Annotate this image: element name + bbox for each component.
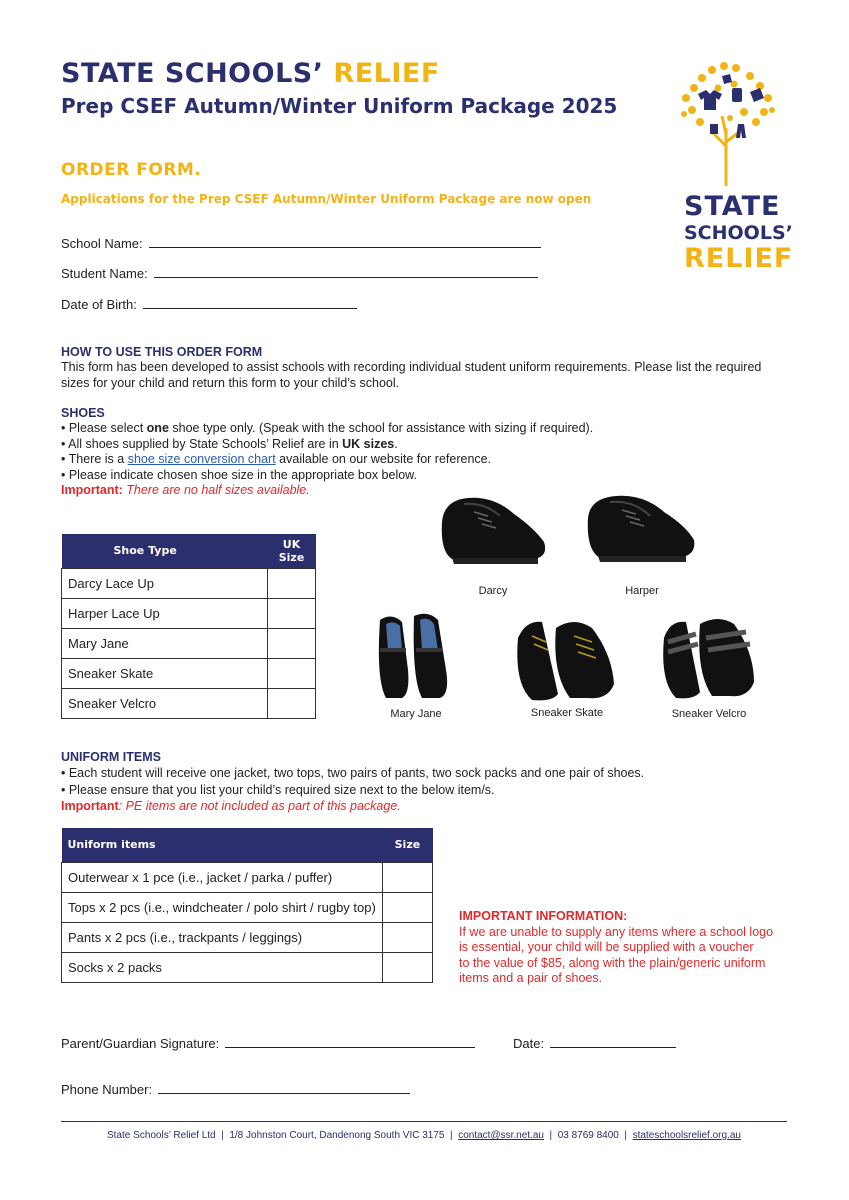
student-name-label: Student Name: [61,266,148,281]
uniform-table-header [62,828,433,862]
uniform-bullet-2: • Please ensure that you list your child’s required size next to the below item/s. [61,782,495,797]
logo-text-schools: SCHOOLS’ [684,222,793,244]
sneaker-velcro-shoe-image [660,612,758,707]
uk-size-input[interactable] [268,688,316,718]
footer-phone: 03 8769 8400 [557,1130,619,1141]
footer-company: State Schools’ Relief Ltd [107,1130,216,1141]
date-line[interactable] [550,1034,676,1048]
caption-darcy: Darcy [478,585,508,597]
shoes-instructions [61,421,593,499]
school-name-line[interactable] [149,234,541,248]
shoe-type-cell: Darcy Lace Up [62,568,268,598]
uniform-items-header: Uniform items [62,828,383,862]
caption-harper: Harper [625,585,659,597]
brand-title-main: STATE SCHOOLS’ [61,58,324,89]
shoes-important-label: Important: [61,483,123,497]
important-information-line-1: If we are unable to supply any items where a school logo [459,924,774,939]
uniform-important [61,798,644,815]
important-information-line-3: to the value of $85, along with the plain/generic uniform [459,955,766,970]
shoes-important-text: There are no half sizes available. [122,483,310,497]
harper-shoe-image [582,490,700,571]
date-of-birth-line[interactable] [143,295,357,309]
uniform-item-cell: Socks x 2 packs [62,952,383,982]
brand-title [61,58,440,89]
darcy-shoe-image [434,492,552,573]
important-information-line-2: is essential, your child will be supplied with a voucher [459,940,754,954]
how-to-heading: HOW TO USE THIS ORDER FORM [61,345,263,359]
footer-divider [61,1121,787,1122]
table-row [62,892,433,922]
table-row [62,658,316,688]
phone-number-field[interactable] [61,1080,410,1097]
size-header: Size [382,828,432,862]
uniform-size-input[interactable] [382,862,432,892]
uniform-size-input[interactable] [382,952,432,982]
how-to-line-1: This form has been developed to assist schools with recording individual student uniform requirements. Please list the required [61,360,762,374]
school-name-field[interactable] [61,234,541,251]
uk-size-input[interactable] [268,568,316,598]
uk-size-header: UK Size [268,534,316,568]
shoes-heading: SHOES [61,406,105,420]
table-row [62,628,316,658]
uk-size-input[interactable] [268,658,316,688]
uniform-item-cell: Pants x 2 pcs (i.e., trackpants / leggings) [62,922,383,952]
date-field[interactable] [513,1034,676,1051]
table-row [62,922,433,952]
shoes-bullet-2 [61,437,593,453]
applications-open-text: Applications for the Prep CSEF Autumn/Winter Uniform Package are now open [61,192,592,206]
footer-website-link[interactable]: stateschoolsrelief.org.au [632,1130,741,1141]
caption-sneaker-velcro: Sneaker Velcro [671,708,747,720]
order-form-heading: ORDER FORM. [61,160,202,180]
shoe-table-header [62,534,316,568]
shoe-size-chart-link[interactable]: shoe size conversion chart [127,452,276,466]
shoes-bullet-1-bold: one [146,421,169,435]
uk-size-input[interactable] [268,628,316,658]
phone-number-line[interactable] [158,1080,410,1094]
how-to-text [61,360,761,391]
uniform-items-heading: UNIFORM ITEMS [61,750,161,764]
uniform-size-table [61,828,433,983]
student-name-line[interactable] [154,264,538,278]
uniform-bullet-1: • Each student will receive one jacket, two tops, two pairs of pants, two sock packs and one pair of shoes. [61,766,645,780]
parent-signature-label: Parent/Guardian Signature: [61,1036,220,1051]
footer-address: 1/8 Johnston Court, Dandenong South VIC 3175 [229,1130,445,1141]
logo-text-state: STATE [684,191,781,222]
school-name-label: School Name: [61,236,143,251]
footer-email-link[interactable]: contact@ssr.net.au [458,1130,544,1141]
shoe-type-cell: Mary Jane [62,628,268,658]
table-row [62,952,433,982]
uniform-instructions [61,765,644,815]
brand-title-accent: RELIEF [333,58,440,89]
shoe-type-cell: Sneaker Velcro [62,688,268,718]
uniform-important-label: Important [61,799,119,813]
uniform-item-cell: Outerwear x 1 pce (i.e., jacket / parka / puffer) [62,862,383,892]
logo-tree-icon [672,58,782,188]
parent-signature-line[interactable] [225,1034,475,1048]
phone-number-label: Phone Number: [61,1082,153,1097]
shoe-type-cell: Harper Lace Up [62,598,268,628]
uniform-size-input[interactable] [382,922,432,952]
important-information-line-4: items and a pair of shoes. [459,971,603,985]
caption-mary-jane: Mary Jane [390,708,442,720]
date-label: Date: [513,1036,545,1051]
uk-size-input[interactable] [268,598,316,628]
date-of-birth-field[interactable] [61,295,357,312]
mary-jane-shoe-image [372,610,464,709]
footer: State Schools’ Relief Ltd | 1/8 Johnston Court, Dandenong South VIC 3175 | contact@ssr.net.au | 03 8769 8400 | stateschoolsrelief.org.au [107,1130,741,1141]
student-name-field[interactable] [61,264,538,281]
shoe-size-table [61,534,316,719]
important-information [459,909,773,987]
table-row [62,688,316,718]
uniform-size-input[interactable] [382,892,432,922]
uniform-item-cell: Tops x 2 pcs (i.e., windcheater / polo shirt / rugby top) [62,892,383,922]
important-information-heading: IMPORTANT INFORMATION: [459,909,628,923]
uniform-important-text: : PE items are not included as part of this package. [118,799,401,813]
date-of-birth-label: Date of Birth: [61,297,137,312]
shoes-bullet-3-post: available on our website for reference. [275,452,492,466]
shoes-bullet-1-pre: • Please select [61,421,147,435]
parent-signature-field[interactable] [61,1034,475,1051]
shoes-bullet-2-bold: UK sizes [342,436,395,451]
shoes-bullet-3 [61,452,593,468]
shoe-type-header: Shoe Type [62,534,268,568]
shoes-bullet-1-post: shoe type only. (Speak with the school for assistance with sizing if required). [168,421,594,435]
shoes-bullet-3-pre: • There is a [61,452,128,466]
sneaker-skate-shoe-image [512,614,620,709]
logo-text-relief: RELIEF [684,243,794,274]
shoes-bullet-1 [61,421,593,437]
shoes-bullet-4: • Please indicate chosen shoe size in the appropriate box below. [61,467,417,482]
shoes-bullet-2-pre: • All shoes supplied by State Schools’ Relief are in [61,436,343,451]
page-subtitle: Prep CSEF Autumn/Winter Uniform Package 2025 [61,94,618,118]
table-row [62,598,316,628]
shoes-bullet-2-post: . [394,436,398,451]
shoe-type-cell: Sneaker Skate [62,658,268,688]
table-row [62,862,433,892]
table-row [62,568,316,598]
how-to-line-2: sizes for your child and return this form to your child’s school. [61,375,400,390]
caption-sneaker-skate: Sneaker Skate [530,707,604,719]
